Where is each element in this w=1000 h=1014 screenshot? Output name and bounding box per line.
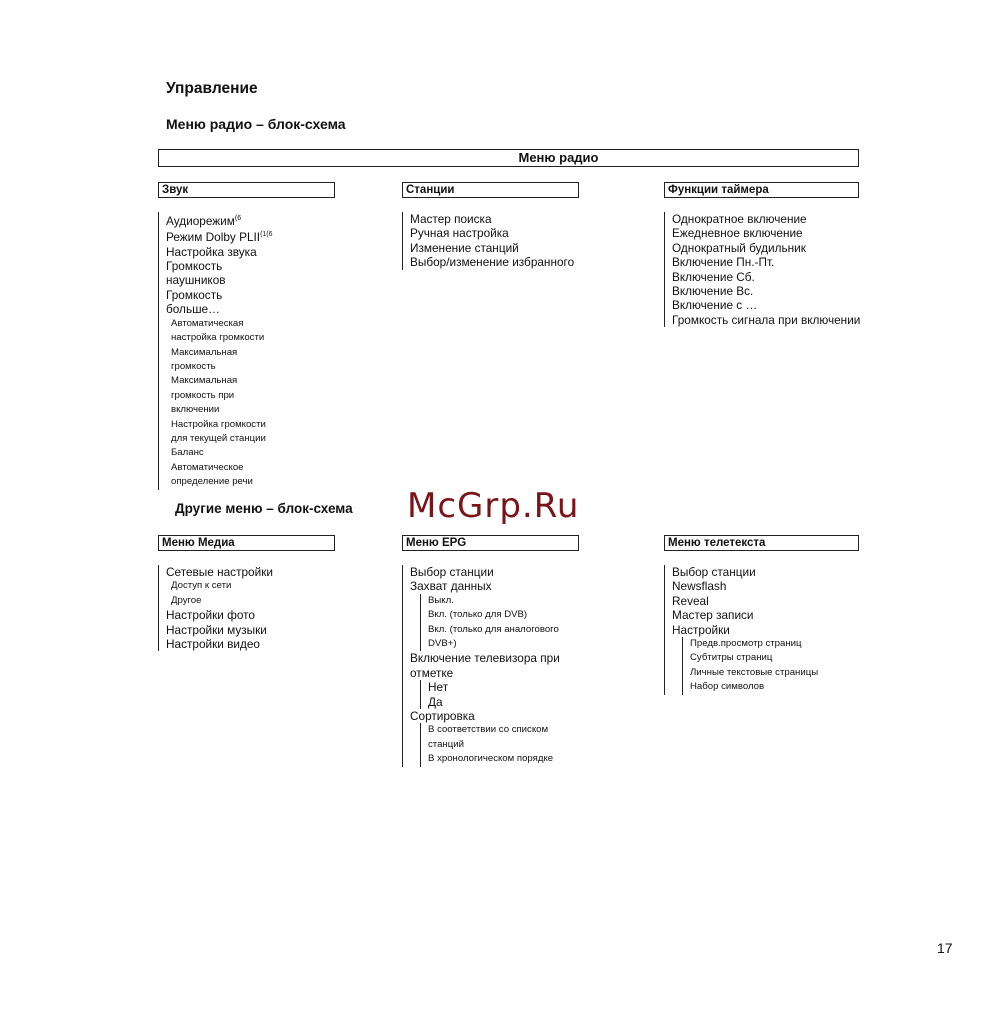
- epg-tv-options: [420, 680, 580, 709]
- teletext-list: [664, 565, 862, 695]
- epg-list: [402, 565, 580, 767]
- list-item: Настройки фото: [166, 608, 255, 623]
- media-header: Меню Медиа: [158, 535, 335, 551]
- sub-item: громкость: [171, 360, 216, 372]
- sub-item: Доступ к сети: [171, 580, 232, 592]
- list-item: Включение Пн.-Пт.: [672, 255, 775, 270]
- sub-item: Вкл. (только для DVB): [428, 609, 528, 621]
- list-item: Изменение станций: [410, 240, 519, 255]
- sub-item: Настройка громкости: [171, 418, 266, 430]
- sub-item: определение речи: [171, 476, 253, 488]
- list-item: Аудиорежим$^{(6}$: [166, 213, 242, 228]
- sub-item: Максимальная: [171, 346, 238, 358]
- sub-item: Личные текстовые страницы: [690, 666, 819, 678]
- sub-item: Субтитры страниц: [690, 652, 773, 664]
- list-item: Громкость сигнала при включении: [672, 312, 861, 327]
- list-item: Настройки видео: [166, 637, 260, 652]
- stations-list: [402, 212, 580, 270]
- media-list: [158, 565, 336, 651]
- list-item: больше…: [166, 302, 220, 317]
- watermark: McGrp.Ru: [407, 486, 580, 526]
- timer-list: [664, 212, 862, 327]
- sub-item: громкость при: [171, 389, 235, 401]
- list-item: Включение с …: [672, 298, 758, 313]
- sub-item: Другое: [171, 594, 202, 606]
- list-item: Однократный будильник: [672, 240, 806, 255]
- page-heading: Управление: [166, 80, 258, 97]
- sub-item: DVB+): [428, 638, 457, 650]
- list-item: отметке: [410, 665, 454, 680]
- list-item: Громкость: [166, 287, 223, 302]
- radio-menu-banner-label: Меню радио: [518, 150, 599, 165]
- list-item: Выбор/изменение избранного: [410, 255, 575, 270]
- sub-item: настройка громкости: [171, 332, 265, 344]
- sub-item: станций: [428, 738, 464, 750]
- list-item: Ежедневное включение: [672, 226, 803, 241]
- list-item: Выбор станции: [672, 565, 756, 579]
- teletext-settings-options: [682, 637, 862, 695]
- teletext-header: Меню телетекста: [664, 535, 859, 551]
- sub-item: В соответствии со списком: [428, 724, 549, 736]
- list-item: Ручная настройка: [410, 226, 509, 241]
- list-item: Режим Dolby $PLII^{(1(6}$: [166, 230, 273, 245]
- list-item: Сортировка: [410, 709, 475, 724]
- list-item: Newsflash: [672, 579, 727, 594]
- epg-capture-options: [420, 594, 580, 652]
- list-item: Мастер поиска: [410, 212, 492, 226]
- sub-item: Предв.просмотр страниц: [690, 638, 802, 650]
- epg-header: Меню EPG: [402, 535, 579, 551]
- list-item: Громкость: [166, 259, 223, 274]
- list-item: Захват данных: [410, 579, 492, 594]
- sub-item: Да: [428, 694, 443, 709]
- sound-header: Звук: [158, 182, 335, 198]
- list-item: Настройки музыки: [166, 622, 267, 637]
- sub-item: Нет: [428, 680, 449, 695]
- list-item: Мастер записи: [672, 608, 754, 623]
- sub-item: Автоматическая: [171, 317, 244, 329]
- list-item: Настройка звука: [166, 244, 257, 259]
- sub-item: Автоматическое: [171, 461, 244, 473]
- list-item: Однократное включение: [672, 212, 807, 226]
- other-menus-title: Другие меню – блок-схема: [175, 501, 353, 516]
- sub-item: Вкл. (только для аналогового: [428, 623, 559, 635]
- radio-menu-banner: [158, 149, 859, 167]
- stations-header: Станции: [402, 182, 579, 198]
- sub-item: для текущей станции: [171, 432, 266, 444]
- epg-sort-options: [420, 723, 580, 766]
- timer-header: Функции таймера: [664, 182, 859, 198]
- sub-item: Максимальная: [171, 375, 238, 387]
- sub-item: Баланс: [171, 447, 204, 459]
- list-item: Включение телевизора при: [410, 651, 560, 666]
- list-item: Reveal: [672, 593, 709, 608]
- radio-menu-title: Меню радио – блок-схема: [166, 116, 346, 132]
- sub-item: Выкл.: [428, 594, 454, 606]
- sub-item: В хронологическом порядке: [428, 753, 554, 765]
- list-item: Выбор станции: [410, 565, 494, 579]
- list-item: Включение Сб.: [672, 269, 755, 284]
- list-item: Сетевые настройки: [166, 565, 273, 579]
- page-number: 17: [937, 940, 953, 956]
- list-item: Включение Вс.: [672, 284, 754, 299]
- list-item: наушников: [166, 273, 226, 288]
- sound-list: [158, 212, 336, 490]
- sub-item: включении: [171, 404, 220, 416]
- list-item: Настройки: [672, 622, 730, 637]
- sub-item: Набор символов: [690, 681, 765, 693]
